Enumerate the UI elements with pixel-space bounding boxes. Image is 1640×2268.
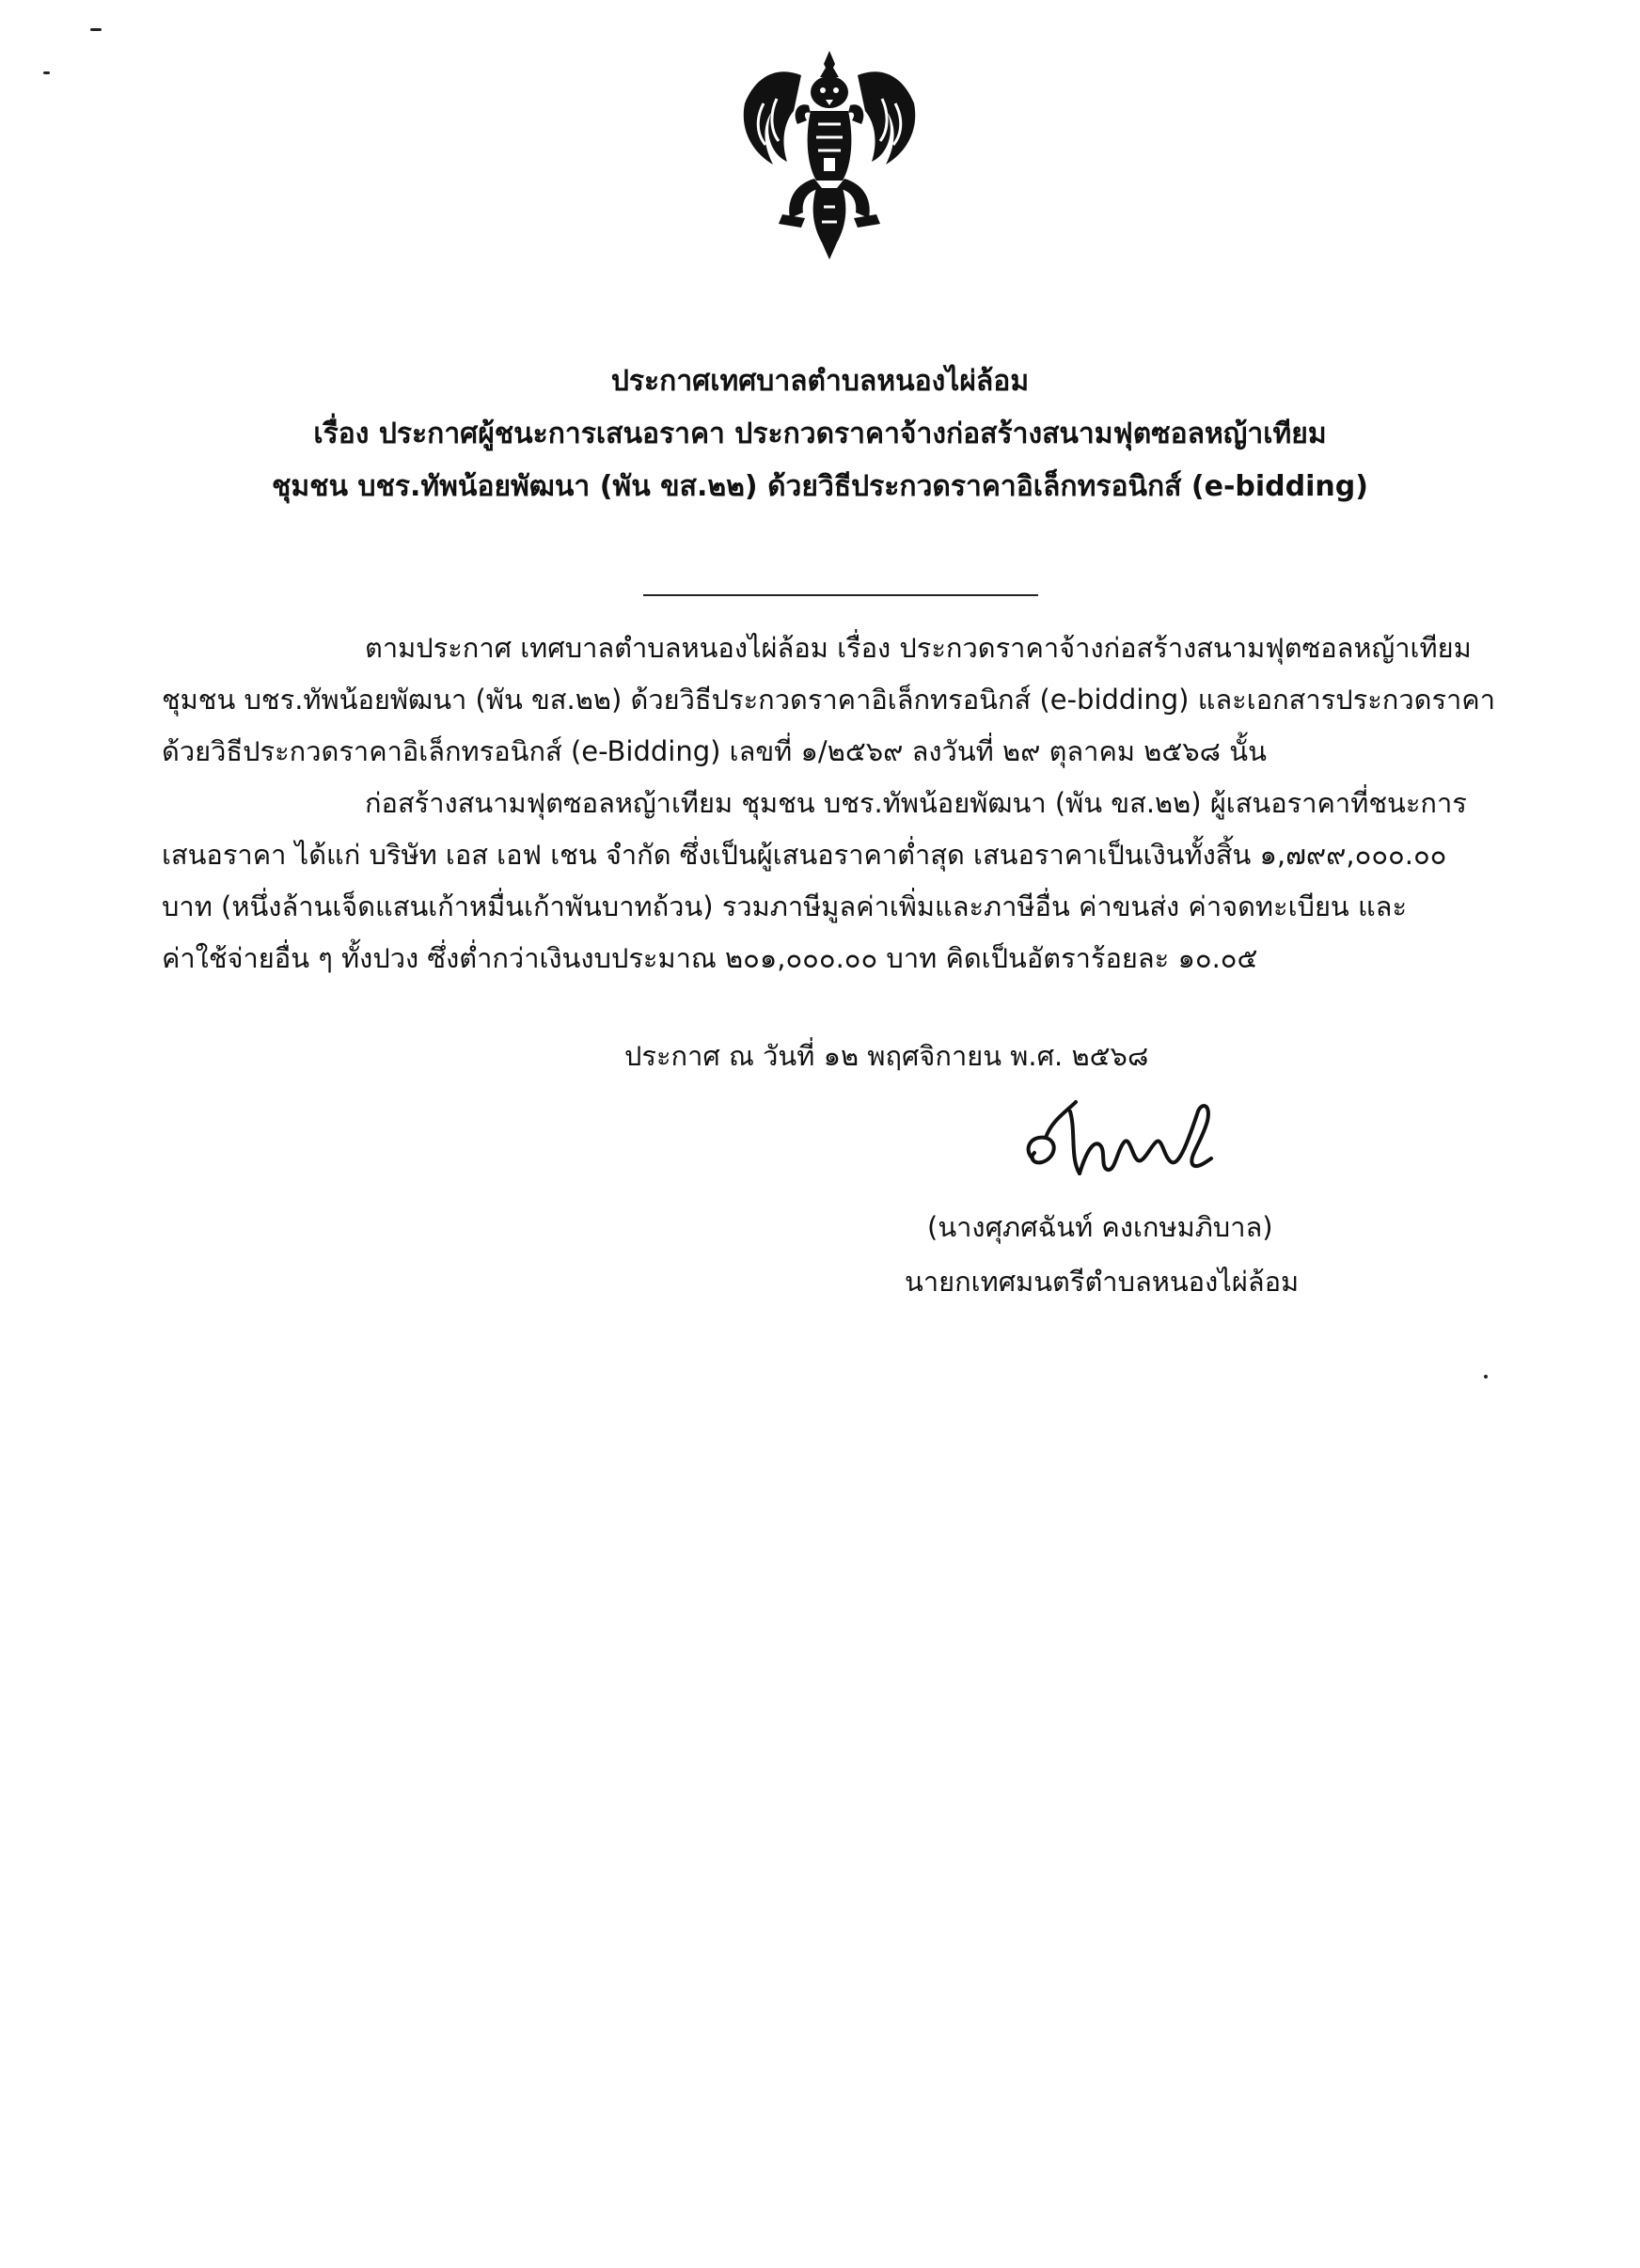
signatory-position: นายกเทศมนตรีตำบลหนองไผ่ล้อม [905,1266,1300,1298]
paragraph-2-line-2: เสนอราคา ได้แก่ บริษัท เอส เอฟ เชน จำกัด ซึ่งเป็นผู้เสนอราคาต่ำสุด เสนอราคาเป็นเงินทั้งสิ้น ๑,๗๙๙,๐๐๐.๐๐ [162,839,1447,871]
scan-speck [1484,1375,1488,1378]
announcement-date: ประกาศ ณ วันที่ ๑๒ พฤศจิกายน พ.ศ. ๒๕๖๘ [624,1040,1149,1072]
scan-speck [43,71,50,74]
paragraph-2-line-4: ค่าใช้จ่ายอื่น ๆ ทั้งปวง ซึ่งต่ำกว่าเงินงบประมาณ ๒๐๑,๐๐๐.๐๐ บาท คิดเป็นอัตราร้อยละ ๑๐.๐๕ [162,942,1258,974]
paragraph-1-line-1: ตามประกาศ เทศบาลตำบลหนองไผ่ล้อม เรื่อง ประกวดราคาจ้างก่อสร้างสนามฟุตซอลหญ้าเทียม [365,632,1472,664]
signatory-name: (นางศุภศฉันท์ คงเกษมภิบาล) [927,1211,1273,1243]
handwritten-signature-icon [1014,1083,1221,1196]
paragraph-1-line-3: ด้วยวิธีประกวดราคาอิเล็กทรอนิกส์ (e-Bidding) เลขที่ ๑/๒๕๖๙ ลงวันที่ ๒๙ ตุลาคม ๒๕๖๘ นั้น [162,735,1267,767]
paragraph-1-line-2: ชุมชน บชร.ทัพน้อยพัฒนา (พัน ขส.๒๒) ด้วยวิธีประกวดราคาอิเล็กทรอนิกส์ (e-bidding) และเอกสารประกวดราคา [162,684,1495,716]
scan-speck [90,28,102,31]
paragraph-2 [162,778,1506,984]
paragraph-1 [162,622,1506,778]
paragraph-2-line-3: บาท (หนึ่งล้านเจ็ดแสนเก้าหมื่นเก้าพันบาทถ้วน) รวมภาษีมูลค่าเพิ่มและภาษีอื่น ค่าขนส่ง ค่าจดทะเบียน และ [162,890,1408,922]
title-line-1: ประกาศเทศบาลตำบลหนองไผ่ล้อม [610,365,1030,398]
title-line-3: ชุมชน บชร.ทัพน้อยพัฒนา (พัน ขส.๒๒) ด้วยวิธีประกวดราคาอิเล็กทรอนิกส์ (e-bidding) [272,470,1368,503]
document-title [141,355,1499,513]
paragraph-2-line-1: ก่อสร้างสนามฟุตซอลหญ้าเทียม ชุมชน บชร.ทัพน้อยพัฒนา (พัน ขส.๒๒) ผู้เสนอราคาที่ชนะการ [365,787,1467,819]
title-divider [643,594,1038,596]
title-line-2: เรื่อง ประกาศผู้ชนะการเสนอราคา ประกวดราคาจ้างก่อสร้างสนามฟุตซอลหญ้าเทียม [313,417,1327,450]
garuda-emblem-icon [735,47,923,273]
